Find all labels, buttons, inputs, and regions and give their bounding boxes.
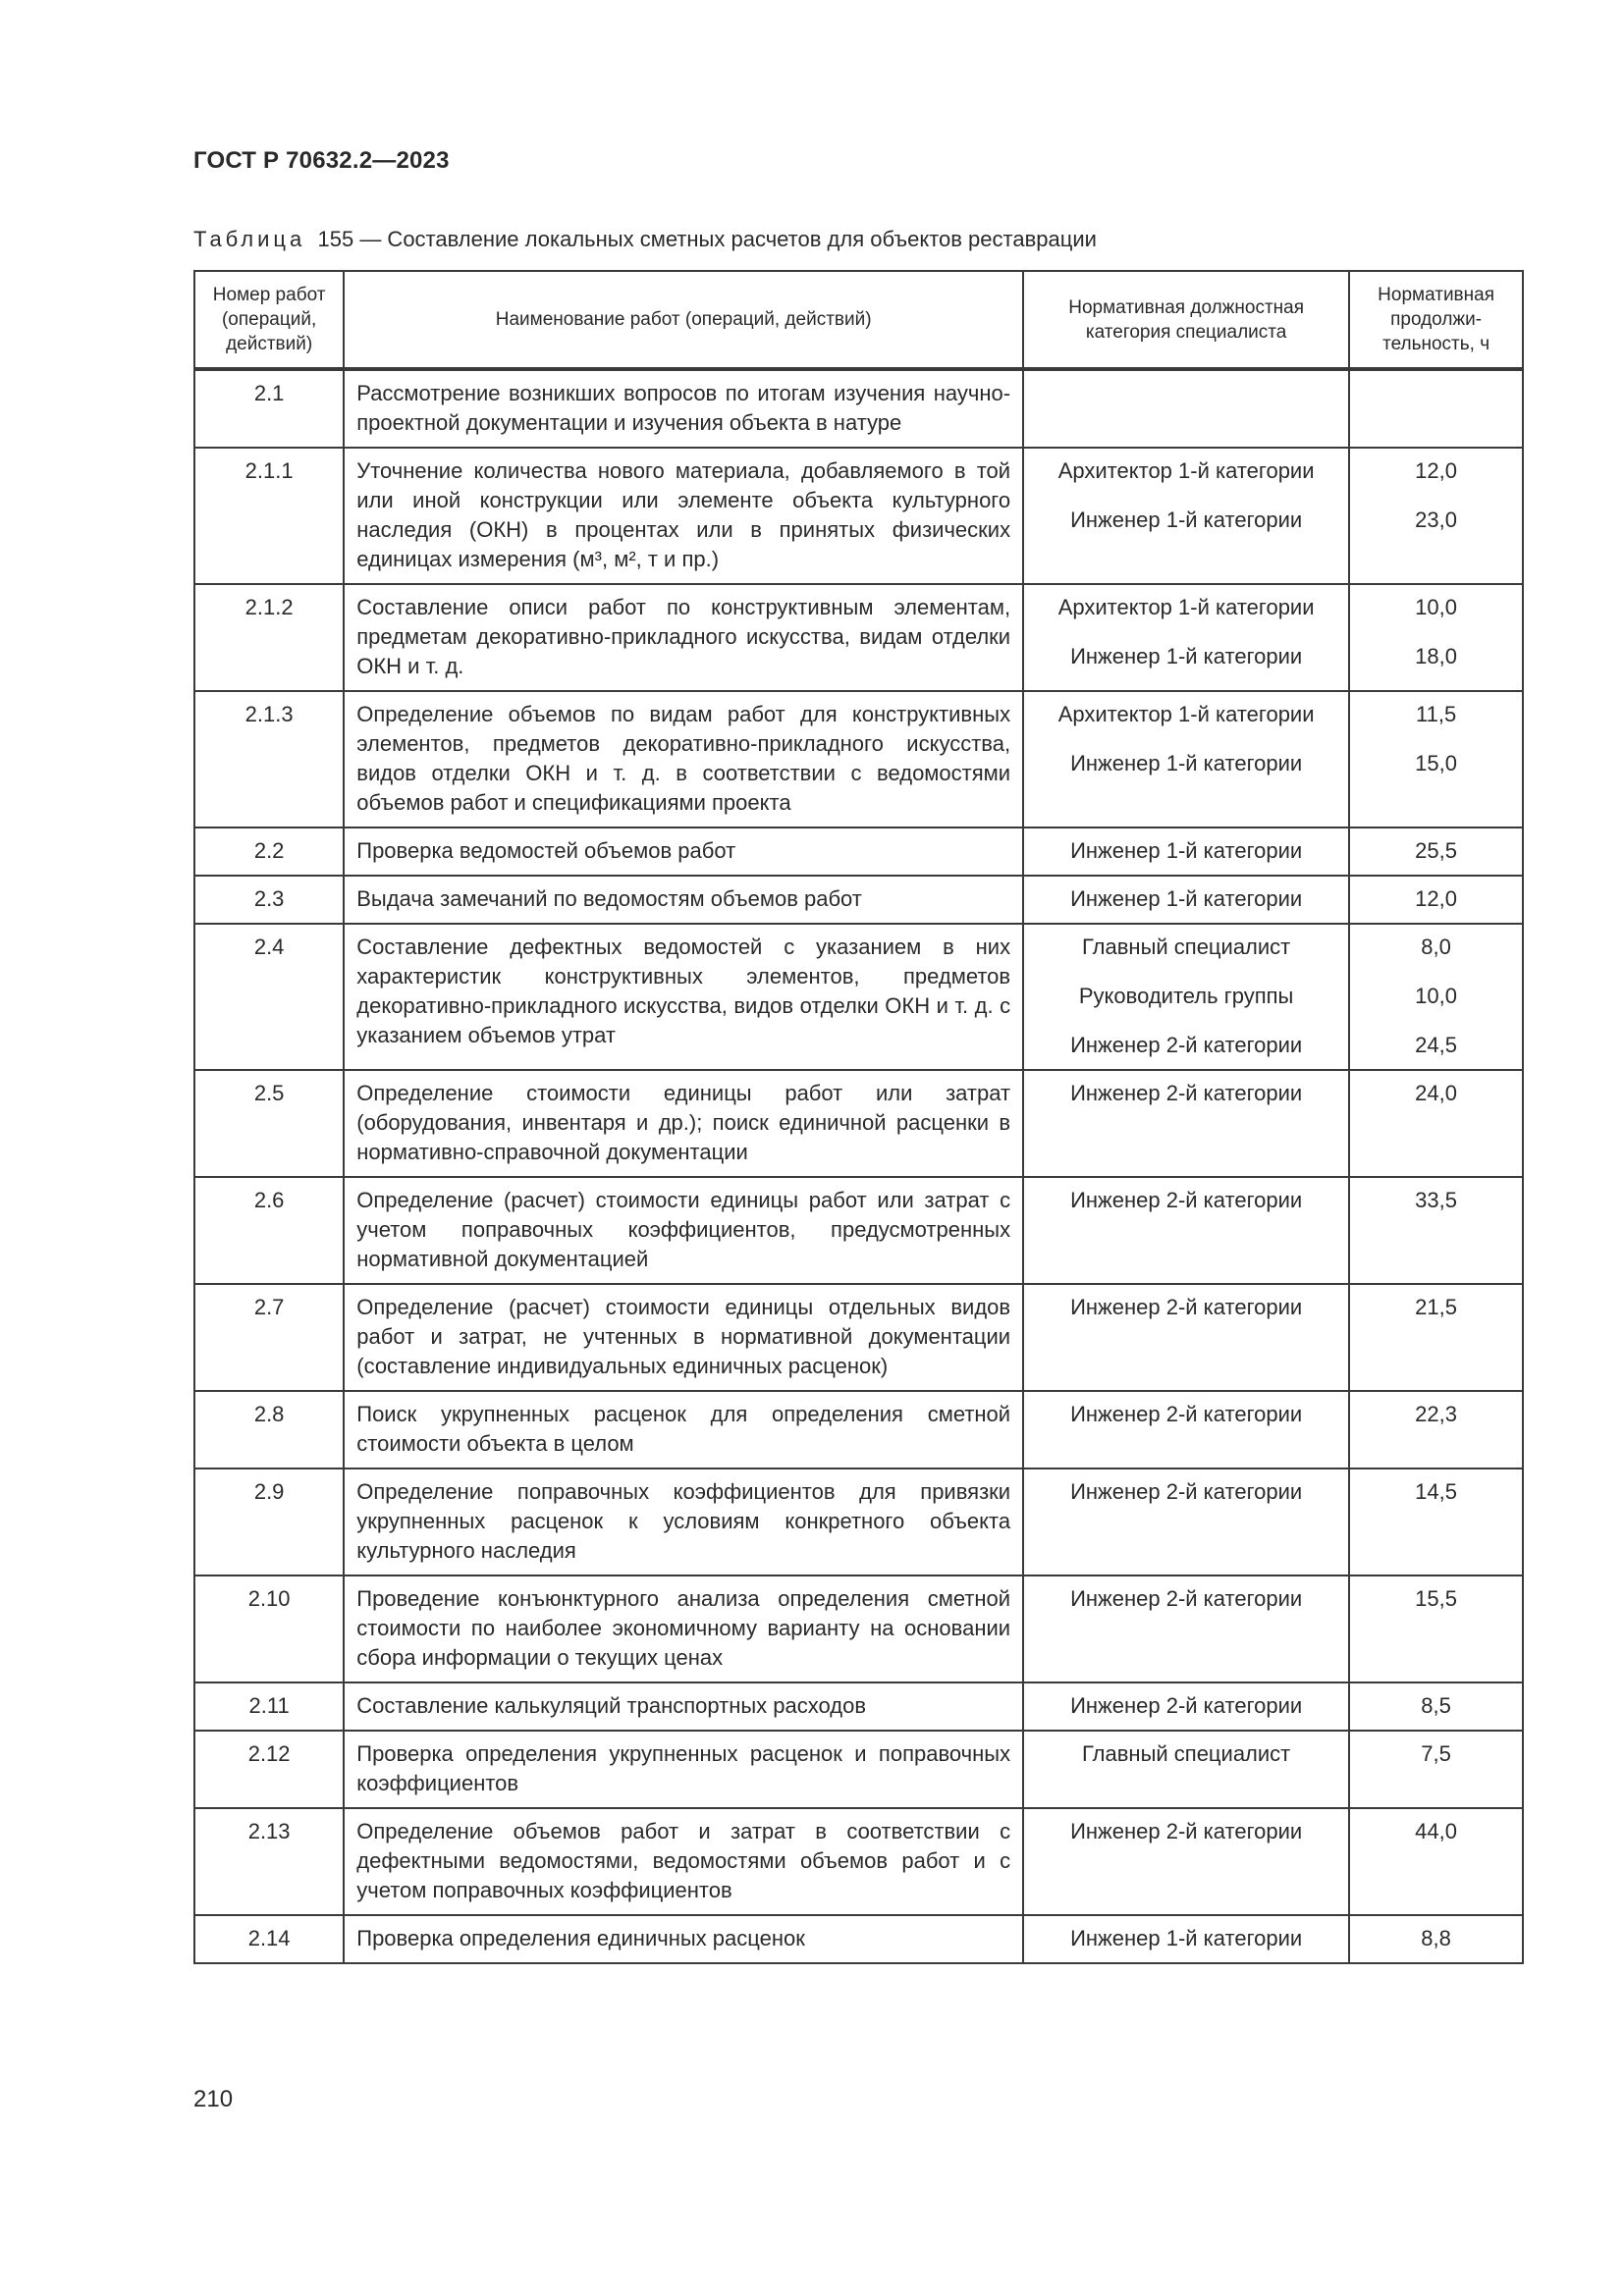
page-number: 210 xyxy=(193,2086,234,2112)
specialist-category-cell xyxy=(1023,369,1349,448)
specialist-category: Руководитель группы xyxy=(1078,984,1294,1008)
work-name: Определение объемов работ и затрат в соответствии с дефектными ведомостями, ведомостями объемов работ и с учетом поправочных коэффициентов xyxy=(344,1808,1023,1915)
work-name: Проверка определения укрупненных расценок и поправочных коэффициентов xyxy=(344,1731,1023,1808)
work-name: Проверка ведомостей объемов работ xyxy=(344,828,1023,876)
column-header-number: Номер работ (операций, действий) xyxy=(194,271,344,369)
table-caption-label: Таблица xyxy=(193,227,306,251)
work-number: 2.9 xyxy=(194,1468,344,1575)
specialist-category-cell xyxy=(1023,1468,1349,1575)
specialist-category: Инженер 1-й категории xyxy=(1070,751,1303,775)
work-name: Определение объемов по видам работ для конструктивных элементов, предметов декоративно-прикладного искусства, видов отделки ОКН и т. д. в соответствии с ведомостями объемов работ и спецификациями проекта xyxy=(344,691,1023,828)
duration-cell xyxy=(1349,691,1523,828)
specialist-category: Главный специалист xyxy=(1081,1741,1291,1766)
duration-hours: 24,0 xyxy=(1415,1081,1457,1105)
specialist-category: Инженер 2-й категории xyxy=(1070,1693,1303,1718)
specialist-category: Архитектор 1-й категории xyxy=(1057,702,1315,726)
specialist-category: Инженер 2-й категории xyxy=(1070,1402,1303,1426)
specialist-category-cell xyxy=(1023,876,1349,924)
specialist-category: Инженер 1-й категории xyxy=(1070,644,1303,668)
specialist-category-cell xyxy=(1023,1808,1349,1915)
duration-hours: 10,0 xyxy=(1415,595,1457,619)
specialist-category-cell xyxy=(1023,1284,1349,1391)
work-name: Определение стоимости единицы работ или затрат (оборудования, инвентаря и др.); поиск единичной расценки в нормативно-справочной документации xyxy=(344,1070,1023,1177)
specialist-category-cell xyxy=(1023,584,1349,691)
table-row xyxy=(194,1915,1523,1963)
table-caption-text: 155 — Составление локальных сметных расчетов для объектов реставрации xyxy=(317,227,1097,251)
table-row xyxy=(194,1391,1523,1468)
specialist-category: Инженер 1-й категории xyxy=(1070,838,1303,863)
duration-hours: 8,5 xyxy=(1421,1693,1451,1718)
specialist-category-cell xyxy=(1023,1575,1349,1682)
duration-cell xyxy=(1349,1575,1523,1682)
work-number: 2.3 xyxy=(194,876,344,924)
duration-hours: 23,0 xyxy=(1415,507,1457,532)
duration-cell xyxy=(1349,1915,1523,1963)
table-caption xyxy=(193,227,1097,252)
table-header-row xyxy=(194,271,1523,369)
work-number: 2.12 xyxy=(194,1731,344,1808)
work-name: Поиск укрупненных расценок для определения сметной стоимости объекта в целом xyxy=(344,1391,1023,1468)
work-name: Рассмотрение возникших вопросов по итогам изучения научно-проектной документации и изучения объекта в натуре xyxy=(344,369,1023,448)
works-table xyxy=(193,270,1524,1964)
table-row xyxy=(194,1070,1523,1177)
duration-cell xyxy=(1349,1391,1523,1468)
table-row xyxy=(194,369,1523,448)
table-row xyxy=(194,924,1523,1070)
specialist-category-cell xyxy=(1023,1682,1349,1731)
duration-hours: 33,5 xyxy=(1415,1188,1457,1212)
duration-cell xyxy=(1349,448,1523,584)
table-row xyxy=(194,584,1523,691)
specialist-category: Архитектор 1-й категории xyxy=(1057,595,1315,619)
duration-cell xyxy=(1349,1468,1523,1575)
duration-hours: 44,0 xyxy=(1415,1819,1457,1843)
work-number: 2.2 xyxy=(194,828,344,876)
work-name: Уточнение количества нового материала, добавляемого в той или иной конструкции или элементе объекта культурного наследия (ОКН) в процентах или в принятых физических единицах измерения (м³, м², т и пр.) xyxy=(344,448,1023,584)
table-row xyxy=(194,1284,1523,1391)
duration-hours: 8,8 xyxy=(1421,1926,1451,1950)
work-number: 2.11 xyxy=(194,1682,344,1731)
work-number: 2.14 xyxy=(194,1915,344,1963)
column-header-duration: Нормативная продолжи-тельность, ч xyxy=(1349,271,1523,369)
specialist-category-cell xyxy=(1023,1391,1349,1468)
specialist-category-cell xyxy=(1023,1177,1349,1284)
work-number: 2.1.1 xyxy=(194,448,344,584)
column-header-name: Наименование работ (операций, действий) xyxy=(344,271,1023,369)
specialist-category-cell xyxy=(1023,691,1349,828)
specialist-category-cell xyxy=(1023,924,1349,1070)
specialist-category: Инженер 2-й категории xyxy=(1070,1033,1303,1057)
work-name: Выдача замечаний по ведомостям объемов работ xyxy=(344,876,1023,924)
work-number: 2.13 xyxy=(194,1808,344,1915)
specialist-category-cell xyxy=(1023,1731,1349,1808)
duration-cell xyxy=(1349,828,1523,876)
work-name: Определение (расчет) стоимости единицы работ или затрат с учетом поправочных коэффициентов, предусмотренных нормативной документацией xyxy=(344,1177,1023,1284)
specialist-category: Главный специалист xyxy=(1081,934,1291,959)
specialist-category: Инженер 2-й категории xyxy=(1070,1081,1303,1105)
duration-hours: 14,5 xyxy=(1415,1479,1457,1504)
duration-cell xyxy=(1349,584,1523,691)
work-number: 2.10 xyxy=(194,1575,344,1682)
duration-hours: 22,3 xyxy=(1415,1402,1457,1426)
duration-cell xyxy=(1349,1731,1523,1808)
column-header-role: Нормативная должностная категория специалиста xyxy=(1023,271,1349,369)
specialist-category-cell xyxy=(1023,1070,1349,1177)
work-name: Составление калькуляций транспортных расходов xyxy=(344,1682,1023,1731)
table-row xyxy=(194,828,1523,876)
work-number: 2.5 xyxy=(194,1070,344,1177)
table-row xyxy=(194,1682,1523,1731)
duration-hours: 10,0 xyxy=(1415,984,1457,1008)
duration-hours: 12,0 xyxy=(1415,886,1457,911)
specialist-category: Инженер 2-й категории xyxy=(1070,1819,1303,1843)
duration-cell xyxy=(1349,924,1523,1070)
table-row xyxy=(194,1808,1523,1915)
work-number: 2.7 xyxy=(194,1284,344,1391)
work-name: Определение (расчет) стоимости единицы отдельных видов работ и затрат, не учтенных в нормативной документации (составление индивидуальных единичных расценок) xyxy=(344,1284,1023,1391)
work-name: Составление дефектных ведомостей с указанием в них характеристик конструктивных элементов, предметов декоративно-прикладного искусства, видов отделки ОКН и т. д. с указанием объемов утрат xyxy=(344,924,1023,1070)
table-row xyxy=(194,448,1523,584)
table-row xyxy=(194,1177,1523,1284)
duration-hours: 12,0 xyxy=(1415,458,1457,483)
work-name: Определение поправочных коэффициентов для привязки укрупненных расценок к условиям конкретного объекта культурного наследия xyxy=(344,1468,1023,1575)
duration-cell xyxy=(1349,876,1523,924)
duration-hours: 8,0 xyxy=(1421,934,1451,959)
specialist-category: Инженер 1-й категории xyxy=(1070,1926,1303,1950)
specialist-category: Инженер 2-й категории xyxy=(1070,1479,1303,1504)
duration-cell xyxy=(1349,1070,1523,1177)
duration-hours: 7,5 xyxy=(1421,1741,1451,1766)
duration-cell xyxy=(1349,1177,1523,1284)
specialist-category-cell xyxy=(1023,1915,1349,1963)
table-row xyxy=(194,876,1523,924)
duration-hours: 11,5 xyxy=(1416,702,1457,726)
duration-hours: 15,5 xyxy=(1415,1586,1457,1611)
work-number: 2.4 xyxy=(194,924,344,1070)
duration-cell xyxy=(1349,1284,1523,1391)
specialist-category: Инженер 2-й категории xyxy=(1070,1295,1303,1319)
duration-cell xyxy=(1349,1682,1523,1731)
table-row xyxy=(194,691,1523,828)
work-number: 2.1.3 xyxy=(194,691,344,828)
work-number: 2.6 xyxy=(194,1177,344,1284)
specialist-category: Архитектор 1-й категории xyxy=(1057,458,1315,483)
table-row xyxy=(194,1575,1523,1682)
specialist-category-cell xyxy=(1023,448,1349,584)
work-number: 2.8 xyxy=(194,1391,344,1468)
work-name: Проведение конъюнктурного анализа определения сметной стоимости по наиболее экономичному варианту на основании сбора информации о текущих ценах xyxy=(344,1575,1023,1682)
specialist-category: Инженер 1-й категории xyxy=(1070,507,1303,532)
specialist-category: Инженер 2-й категории xyxy=(1070,1586,1303,1611)
duration-hours: 24,5 xyxy=(1415,1033,1457,1057)
document-header: ГОСТ Р 70632.2—2023 xyxy=(193,147,450,174)
duration-hours: 15,0 xyxy=(1415,751,1457,775)
specialist-category: Инженер 1-й категории xyxy=(1070,886,1303,911)
specialist-category: Инженер 2-й категории xyxy=(1070,1188,1303,1212)
specialist-category-cell xyxy=(1023,828,1349,876)
work-number: 2.1.2 xyxy=(194,584,344,691)
duration-hours: 21,5 xyxy=(1415,1295,1457,1319)
duration-cell xyxy=(1349,369,1523,448)
work-name: Составление описи работ по конструктивным элементам, предметам декоративно-прикладного искусства, видам отделки ОКН и т. д. xyxy=(344,584,1023,691)
work-name: Проверка определения единичных расценок xyxy=(344,1915,1023,1963)
duration-cell xyxy=(1349,1808,1523,1915)
duration-hours: 25,5 xyxy=(1415,838,1457,863)
table-body xyxy=(194,369,1523,1963)
duration-hours: 18,0 xyxy=(1415,644,1457,668)
table-row xyxy=(194,1468,1523,1575)
work-number: 2.1 xyxy=(194,369,344,448)
table-row xyxy=(194,1731,1523,1808)
